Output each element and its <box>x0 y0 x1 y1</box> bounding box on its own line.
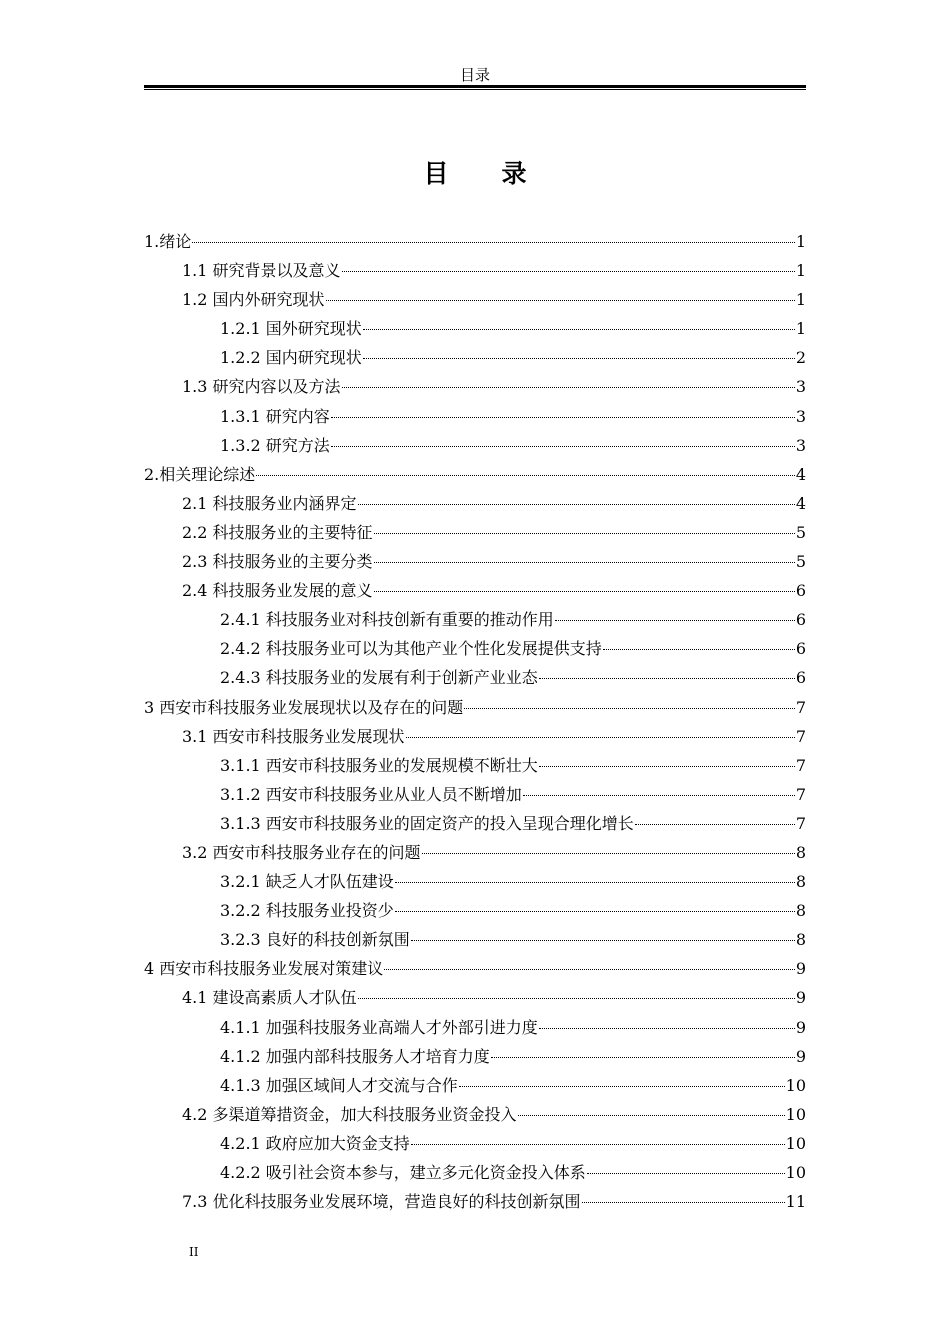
toc-entry-label: 1.3 研究内容以及方法 <box>182 377 341 397</box>
toc-entry-page: 1 <box>795 290 806 310</box>
running-header: 目录 <box>459 66 490 84</box>
toc-entry[interactable] <box>144 809 806 838</box>
table-of-contents <box>144 227 806 1216</box>
toc-entry-page: 10 <box>785 1075 806 1095</box>
toc-entry-page: 10 <box>785 1104 806 1124</box>
toc-entry-label: 1.2 国内外研究现状 <box>182 290 325 310</box>
toc-entry[interactable] <box>144 227 806 256</box>
toc-entry-label: 2.4 科技服务业发展的意义 <box>182 581 373 601</box>
toc-entry-page: 1 <box>795 232 806 251</box>
toc-entry-label: 4.2.1 政府应加大资金支持 <box>220 1133 410 1153</box>
toc-entry[interactable] <box>144 576 806 605</box>
toc-entry-page: 7 <box>795 697 806 717</box>
toc-entry-label: 2.2 科技服务业的主要特征 <box>182 522 373 542</box>
toc-entry[interactable] <box>144 983 806 1012</box>
toc-entry-page: 10 <box>785 1163 806 1182</box>
page-number: II <box>189 1245 199 1259</box>
header-rule-thin <box>144 89 806 90</box>
toc-dot-leader <box>491 1057 795 1058</box>
toc-entry-label: 4.1.1 加强科技服务业高端人才外部引进力度 <box>220 1017 538 1037</box>
toc-entry-page: 11 <box>785 1192 806 1212</box>
toc-entry[interactable] <box>144 780 806 809</box>
toc-dot-leader <box>192 242 795 243</box>
toc-dot-leader <box>363 329 795 330</box>
toc-entry-label: 1.1 研究背景以及意义 <box>182 261 341 281</box>
toc-dot-leader <box>395 911 795 912</box>
toc-entry[interactable] <box>144 402 806 431</box>
toc-entry-label: 4.2 多渠道筹措资金，加大科技服务业资金投入 <box>182 1104 517 1124</box>
toc-entry[interactable] <box>144 489 806 518</box>
toc-entry-label: 4.1 建设高素质人才队伍 <box>182 988 357 1008</box>
toc-entry[interactable] <box>144 314 806 343</box>
toc-entry[interactable] <box>144 285 806 314</box>
toc-entry-page: 7 <box>795 726 806 746</box>
toc-dot-leader <box>326 300 795 301</box>
toc-dot-leader <box>384 969 795 970</box>
toc-entry-page: 1 <box>795 319 806 339</box>
toc-entry[interactable] <box>144 343 806 372</box>
toc-dot-leader <box>603 649 795 650</box>
toc-entry-page: 7 <box>795 755 806 775</box>
toc-entry-page: 8 <box>795 901 806 921</box>
toc-entry[interactable] <box>144 605 806 634</box>
toc-entry[interactable] <box>144 1187 806 1216</box>
toc-dot-leader <box>539 1028 795 1029</box>
toc-dot-leader <box>555 620 795 621</box>
toc-dot-leader <box>582 1202 785 1203</box>
toc-dot-leader <box>422 853 795 854</box>
toc-entry-label: 3.2 西安市科技服务业存在的问题 <box>182 842 421 862</box>
toc-dot-leader <box>358 998 795 999</box>
toc-entry-label: 2.4.1 科技服务业对科技创新有重要的推动作用 <box>220 610 554 630</box>
toc-entry[interactable] <box>144 460 806 489</box>
toc-dot-leader <box>518 1115 785 1116</box>
toc-entry-page: 10 <box>785 1133 806 1153</box>
toc-dot-leader <box>331 446 795 447</box>
toc-dot-leader <box>464 708 795 709</box>
toc-entry[interactable] <box>144 256 806 285</box>
toc-entry-label: 3.1.3 西安市科技服务业的固定资产的投入呈现合理化增长 <box>220 813 634 833</box>
toc-entry-page: 8 <box>795 842 806 862</box>
toc-dot-leader <box>374 591 795 592</box>
toc-entry-page: 5 <box>795 522 806 542</box>
toc-dot-leader <box>331 417 795 418</box>
toc-dot-leader <box>539 766 795 767</box>
toc-entry[interactable] <box>144 1013 806 1042</box>
toc-dot-leader <box>587 1173 785 1174</box>
toc-dot-leader <box>406 737 795 738</box>
toc-entry-label: 1.3.2 研究方法 <box>220 435 330 455</box>
toc-entry-page: 8 <box>795 872 806 892</box>
toc-entry-label: 3.1.1 西安市科技服务业的发展规模不断壮大 <box>220 755 538 775</box>
toc-entry[interactable] <box>144 372 806 401</box>
toc-entry-label: 3.2.3 良好的科技创新氛围 <box>220 930 410 950</box>
toc-entry-page: 7 <box>795 813 806 833</box>
toc-entry[interactable] <box>144 1071 806 1100</box>
toc-entry-label: 4.2.2 吸引社会资本参与，建立多元化资金投入体系 <box>220 1163 586 1182</box>
toc-dot-leader <box>374 562 795 563</box>
toc-entry-page: 7 <box>795 784 806 804</box>
toc-dot-leader <box>411 940 795 941</box>
toc-entry[interactable] <box>144 1100 806 1129</box>
toc-entry[interactable] <box>144 751 806 780</box>
toc-dot-leader <box>539 678 795 679</box>
toc-dot-leader <box>395 882 795 883</box>
toc-dot-leader <box>342 271 795 272</box>
toc-dot-leader <box>411 1144 785 1145</box>
toc-entry-label: 3.1.2 西安市科技服务业从业人员不断增加 <box>220 784 522 804</box>
toc-entry-page: 6 <box>795 668 806 688</box>
toc-entry-label: 2.1 科技服务业内涵界定 <box>182 493 357 513</box>
toc-entry-label: 3.2.1 缺乏人才队伍建设 <box>220 872 394 892</box>
toc-entry-page: 6 <box>795 610 806 630</box>
toc-entry-label: 3.2.2 科技服务业投资少 <box>220 901 394 921</box>
toc-entry-page: 5 <box>795 552 806 572</box>
page-title: 目 录 <box>423 159 541 188</box>
toc-entry-page: 2 <box>795 348 806 368</box>
toc-entry-page: 8 <box>795 930 806 950</box>
toc-entry[interactable] <box>144 838 806 867</box>
toc-entry-page: 1 <box>795 261 806 281</box>
toc-entry[interactable] <box>144 1129 806 1158</box>
toc-entry[interactable] <box>144 867 806 896</box>
toc-dot-leader <box>374 533 795 534</box>
toc-dot-leader <box>256 475 795 476</box>
toc-dot-leader <box>523 795 795 796</box>
toc-entry-label: 4.1.2 加强内部科技服务人才培育力度 <box>220 1046 490 1066</box>
toc-entry[interactable] <box>144 722 806 751</box>
toc-entry-label: 1.3.1 研究内容 <box>220 406 330 426</box>
toc-entry[interactable] <box>144 634 806 663</box>
toc-entry-label: 7.3 优化科技服务业发展环境，营造良好的科技创新氛围 <box>182 1192 581 1212</box>
toc-dot-leader <box>342 387 795 388</box>
toc-entry-label: 2.相关理论综述 <box>144 464 256 484</box>
toc-entry[interactable] <box>144 1158 806 1187</box>
header-rule-thick <box>144 85 806 88</box>
toc-entry-label: 3 西安市科技服务业发展现状以及存在的问题 <box>144 697 464 717</box>
toc-dot-leader <box>358 504 795 505</box>
toc-entry-label: 4 西安市科技服务业发展对策建议 <box>144 959 384 979</box>
toc-entry-label: 2.4.2 科技服务业可以为其他产业个性化发展提供支持 <box>220 639 602 659</box>
toc-entry[interactable] <box>144 925 806 954</box>
toc-dot-leader <box>363 358 795 359</box>
toc-entry-page: 4 <box>795 493 806 513</box>
toc-entry-label: 2.3 科技服务业的主要分类 <box>182 552 373 572</box>
toc-entry[interactable] <box>144 954 806 983</box>
toc-entry[interactable] <box>144 1042 806 1071</box>
toc-entry-page: 3 <box>795 406 806 426</box>
toc-entry[interactable] <box>144 896 806 925</box>
toc-entry-page: 6 <box>795 581 806 601</box>
toc-entry-label: 1.2.2 国内研究现状 <box>220 348 362 368</box>
toc-entry[interactable] <box>144 431 806 460</box>
toc-entry-label: 1.绪论 <box>144 232 192 251</box>
toc-entry-label: 2.4.3 科技服务业的发展有利于创新产业业态 <box>220 668 538 688</box>
toc-entry-page: 3 <box>795 435 806 455</box>
toc-entry-label: 1.2.1 国外研究现状 <box>220 319 362 339</box>
toc-entry[interactable] <box>144 693 806 722</box>
toc-entry[interactable] <box>144 663 806 692</box>
toc-entry[interactable] <box>144 547 806 576</box>
toc-entry-page: 9 <box>795 1017 806 1037</box>
toc-entry-page: 9 <box>795 959 806 979</box>
toc-entry-label: 4.1.3 加强区域间人才交流与合作 <box>220 1075 458 1095</box>
toc-entry-page: 9 <box>795 988 806 1008</box>
toc-dot-leader <box>459 1086 785 1087</box>
toc-entry-page: 3 <box>795 377 806 397</box>
toc-entry-label: 3.1 西安市科技服务业发展现状 <box>182 726 405 746</box>
toc-entry-page: 6 <box>795 639 806 659</box>
toc-entry[interactable] <box>144 518 806 547</box>
toc-entry-page: 4 <box>795 464 806 484</box>
toc-entry-page: 9 <box>795 1046 806 1066</box>
toc-dot-leader <box>635 824 795 825</box>
